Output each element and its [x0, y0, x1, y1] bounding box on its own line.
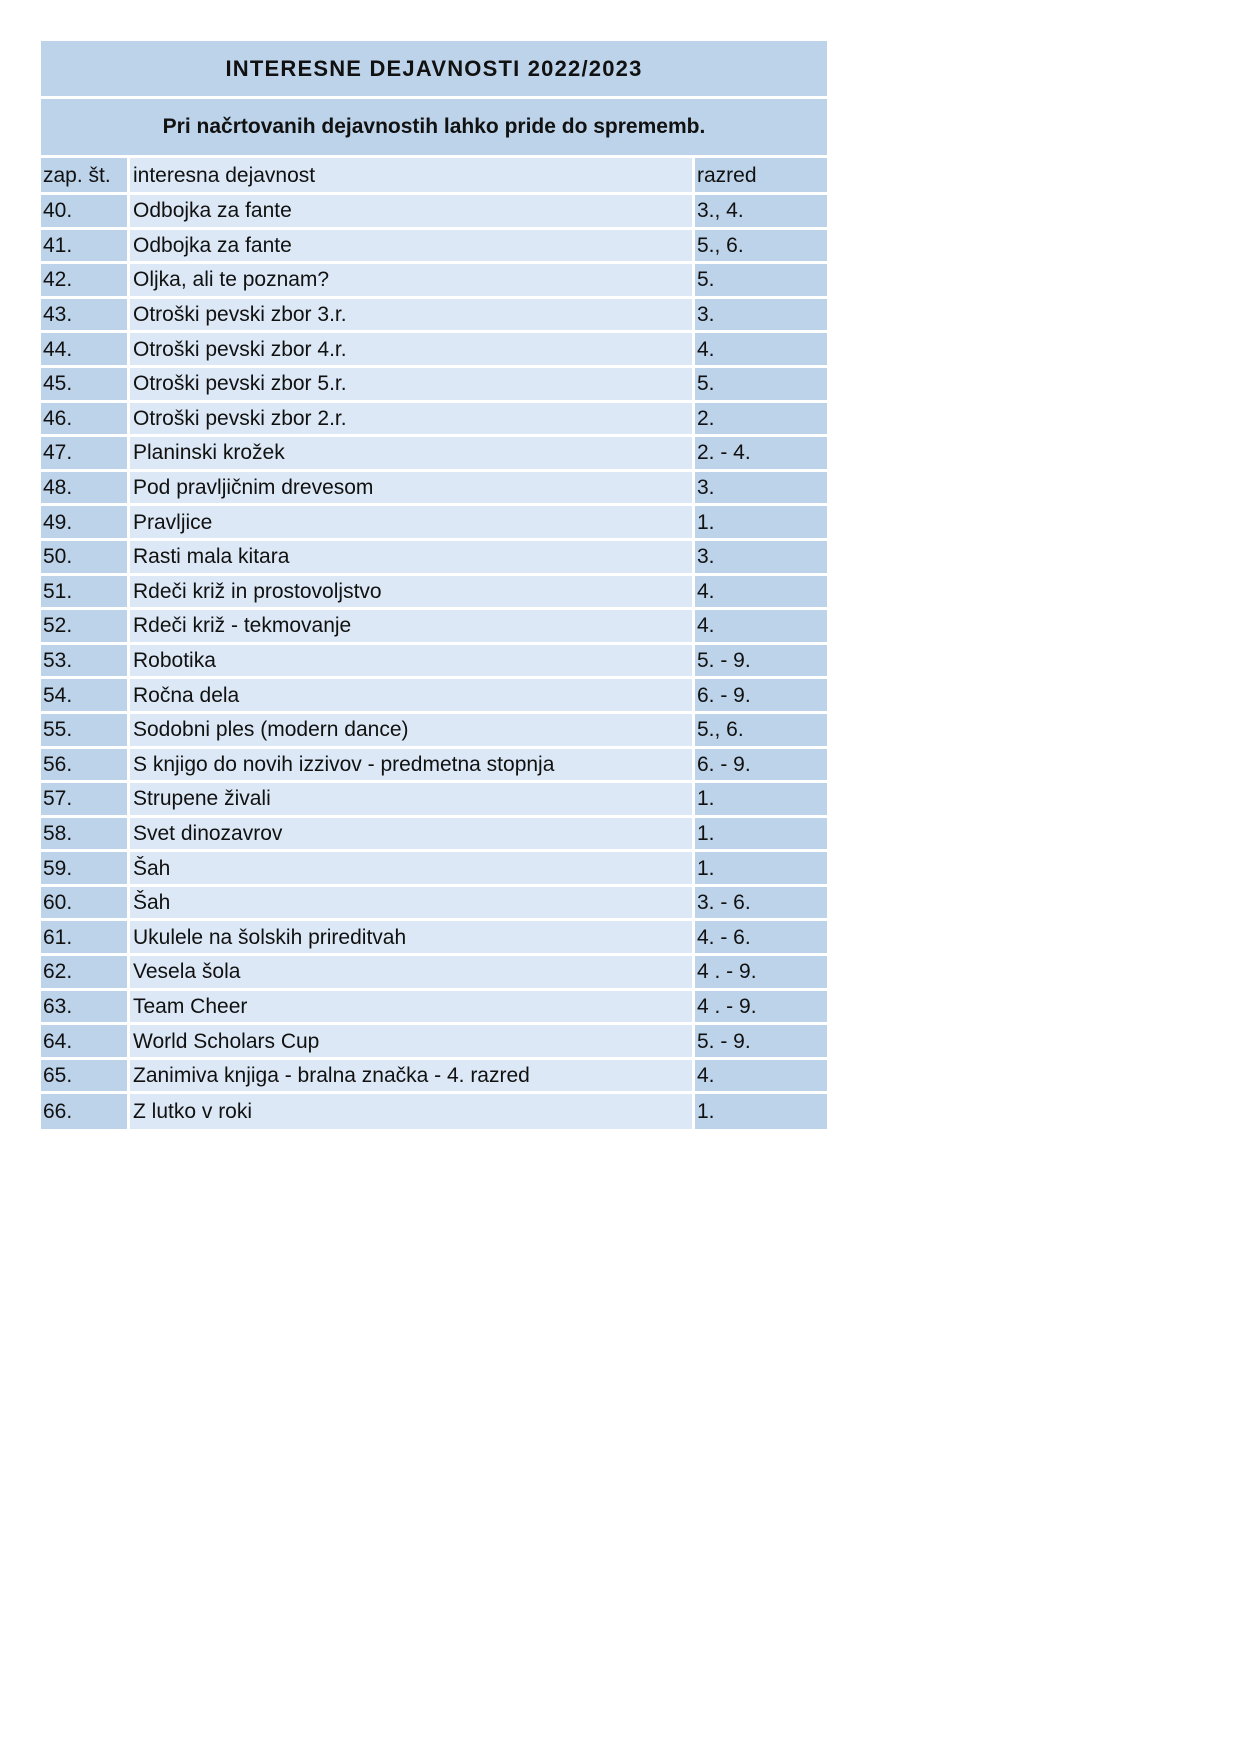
table-row [41, 576, 827, 611]
activities-table-body [41, 158, 827, 1129]
row-number: 42. [41, 264, 130, 299]
table-row [41, 506, 827, 541]
grade-range: 2. [695, 403, 827, 438]
activity-name: Rdeči križ in prostovoljstvo [130, 576, 695, 611]
activity-name: Sodobni ples (modern dance) [130, 714, 695, 749]
row-number: 60. [41, 887, 130, 922]
activity-name: Šah [130, 887, 695, 922]
activity-name: Rdeči križ - tekmovanje [130, 610, 695, 645]
table-row [41, 299, 827, 334]
activity-name: Z lutko v roki [130, 1094, 695, 1129]
grade-range: 5., 6. [695, 230, 827, 265]
header-grade: razred [695, 158, 827, 195]
header-activity: interesna dejavnost [130, 158, 695, 195]
grade-range: 3. [695, 472, 827, 507]
grade-range: 1. [695, 818, 827, 853]
activity-name: Pravljice [130, 506, 695, 541]
header-number: zap. št. [41, 158, 130, 195]
grade-range: 6. - 9. [695, 679, 827, 714]
grade-range: 5., 6. [695, 714, 827, 749]
table-row [41, 368, 827, 403]
grade-range: 1. [695, 1094, 827, 1129]
activity-name: Robotika [130, 645, 695, 680]
table-row [41, 403, 827, 438]
change-notice: Pri načrtovanih dejavnostih lahko pride do sprememb. [41, 99, 827, 155]
activity-name: Pod pravljičnim drevesom [130, 472, 695, 507]
grade-range: 4 . - 9. [695, 991, 827, 1026]
row-number: 65. [41, 1060, 130, 1095]
activity-name: Otroški pevski zbor 2.r. [130, 403, 695, 438]
activity-name: Otroški pevski zbor 5.r. [130, 368, 695, 403]
activity-name: Vesela šola [130, 956, 695, 991]
table-row [41, 1025, 827, 1060]
activity-name: Šah [130, 852, 695, 887]
row-number: 59. [41, 852, 130, 887]
row-number: 45. [41, 368, 130, 403]
activity-name: Ročna dela [130, 679, 695, 714]
grade-range: 3. [695, 541, 827, 576]
grade-range: 4. [695, 576, 827, 611]
activity-name: Oljka, ali te poznam? [130, 264, 695, 299]
grade-range: 3. [695, 299, 827, 334]
grade-range: 2. - 4. [695, 437, 827, 472]
table-row [41, 610, 827, 645]
grade-range: 3., 4. [695, 195, 827, 230]
row-number: 66. [41, 1094, 130, 1129]
row-number: 57. [41, 783, 130, 818]
grade-range: 1. [695, 852, 827, 887]
activity-name: Zanimiva knjiga - bralna značka - 4. razred [130, 1060, 695, 1095]
activity-name: Strupene živali [130, 783, 695, 818]
activities-table [41, 158, 827, 1129]
activity-name: Rasti mala kitara [130, 541, 695, 576]
grade-range: 6. - 9. [695, 749, 827, 784]
grade-range: 5. [695, 368, 827, 403]
grade-range: 1. [695, 506, 827, 541]
activity-name: Ukulele na šolskih prireditvah [130, 921, 695, 956]
grade-range: 5. [695, 264, 827, 299]
activity-name: S knjigo do novih izzivov - predmetna stopnja [130, 749, 695, 784]
row-number: 49. [41, 506, 130, 541]
activity-name: Svet dinozavrov [130, 818, 695, 853]
row-number: 54. [41, 679, 130, 714]
table-row [41, 230, 827, 265]
table-row [41, 437, 827, 472]
table-row [41, 852, 827, 887]
row-number: 40. [41, 195, 130, 230]
table-row [41, 818, 827, 853]
activity-name: Team Cheer [130, 991, 695, 1026]
row-number: 51. [41, 576, 130, 611]
grade-range: 5. - 9. [695, 1025, 827, 1060]
table-row [41, 645, 827, 680]
row-number: 56. [41, 749, 130, 784]
table-row [41, 783, 827, 818]
table-row [41, 195, 827, 230]
table-row [41, 887, 827, 922]
table-row [41, 472, 827, 507]
activity-name: World Scholars Cup [130, 1025, 695, 1060]
row-number: 61. [41, 921, 130, 956]
table-row [41, 541, 827, 576]
row-number: 64. [41, 1025, 130, 1060]
table-row [41, 333, 827, 368]
table-row [41, 1094, 827, 1129]
grade-range: 3. - 6. [695, 887, 827, 922]
activity-name: Odbojka za fante [130, 195, 695, 230]
row-number: 44. [41, 333, 130, 368]
table-row [41, 749, 827, 784]
row-number: 58. [41, 818, 130, 853]
activity-name: Planinski krožek [130, 437, 695, 472]
activity-name: Odbojka za fante [130, 230, 695, 265]
row-number: 46. [41, 403, 130, 438]
grade-range: 4. [695, 333, 827, 368]
row-number: 63. [41, 991, 130, 1026]
row-number: 52. [41, 610, 130, 645]
table-row [41, 921, 827, 956]
activity-name: Otroški pevski zbor 4.r. [130, 333, 695, 368]
grade-range: 4 . - 9. [695, 956, 827, 991]
row-number: 47. [41, 437, 130, 472]
table-row [41, 714, 827, 749]
grade-range: 1. [695, 783, 827, 818]
row-number: 50. [41, 541, 130, 576]
table-row [41, 956, 827, 991]
grade-range: 5. - 9. [695, 645, 827, 680]
grade-range: 4. [695, 610, 827, 645]
row-number: 53. [41, 645, 130, 680]
row-number: 48. [41, 472, 130, 507]
table-row [41, 1060, 827, 1095]
table-row [41, 679, 827, 714]
page-title: INTERESNE DEJAVNOSTI 2022/2023 [41, 41, 827, 96]
row-number: 62. [41, 956, 130, 991]
activity-name: Otroški pevski zbor 3.r. [130, 299, 695, 334]
grade-range: 4. [695, 1060, 827, 1095]
grade-range: 4. - 6. [695, 921, 827, 956]
table-row [41, 991, 827, 1026]
row-number: 41. [41, 230, 130, 265]
row-number: 43. [41, 299, 130, 334]
activities-sheet [41, 41, 827, 1129]
table-row [41, 264, 827, 299]
table-header-row [41, 158, 827, 195]
row-number: 55. [41, 714, 130, 749]
